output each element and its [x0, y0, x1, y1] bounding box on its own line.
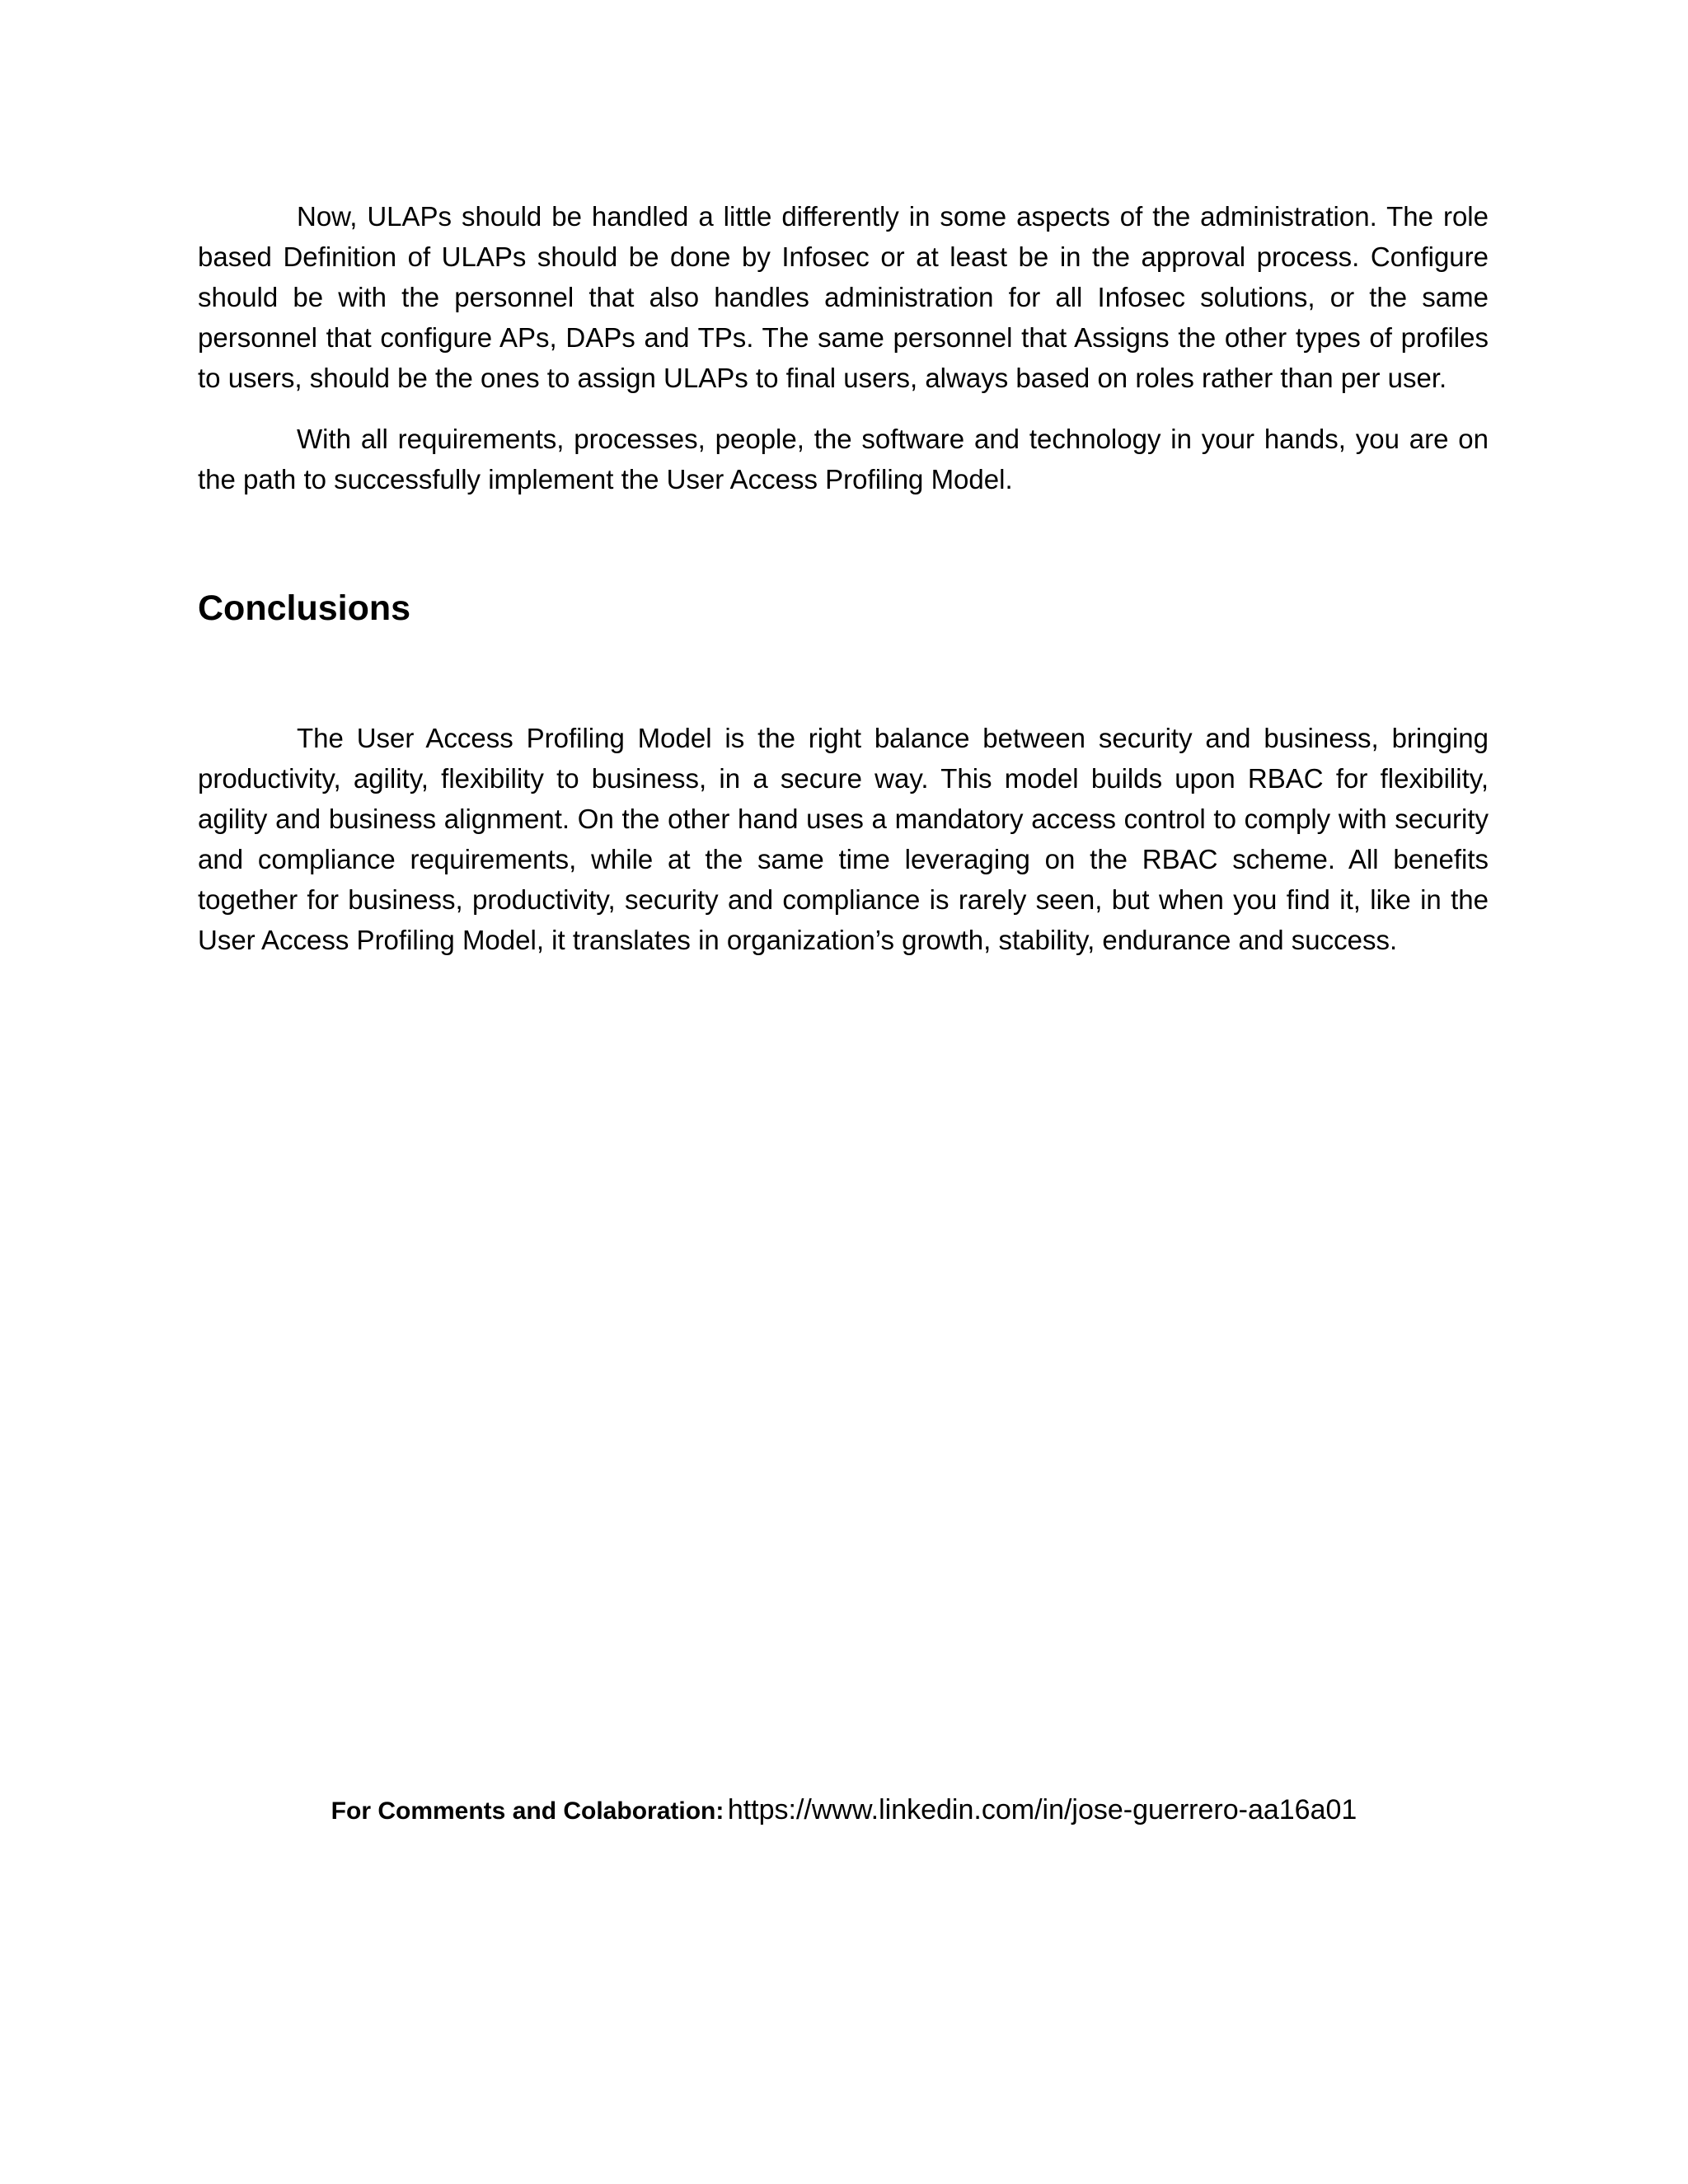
footer-contact [0, 1790, 1688, 1835]
footer-label: For Comments and Colaboration: [331, 1797, 724, 1825]
section-heading-conclusions: Conclusions [198, 588, 411, 628]
body-paragraph-ulaps-administration: Now, ULAPs should be handled a little differently in some aspects of the administration. The role based Definition of ULAPs should be done by Infosec or at least be in the approval process. Configure should be with the personnel that also handles administration for all Infosec solutions, or the same personnel that configure APs, DAPs and TPs. The same personnel that Assigns the other types of profiles to users, should be the ones to assign ULAPs to final users, always based on roles rather than per user. [198, 201, 1489, 393]
linkedin-link[interactable]: https://www.linkedin.com/in/jose-guerrero-aa16a01 [727, 1794, 1357, 1825]
body-paragraph-conclusions: The User Access Profiling Model is the right balance between security and business, bringing productivity, agility, flexibility to business, in a secure way. This model builds upon RBAC for flexibility, agility and business alignment. On the other hand uses a mandatory access control to comply with security and compliance requirements, while at the same time leveraging on the RBAC scheme. All benefits together for business, productivity, security and compliance is rarely seen, but when you find it, like in the User Access Profiling Model, it translates in organization’s growth, stability, endurance and success. [198, 723, 1489, 955]
body-paragraph-implementation-path: With all requirements, processes, people, the software and technology in your hands, you are on the path to successfully implement the User Access Profiling Model. [198, 424, 1489, 494]
